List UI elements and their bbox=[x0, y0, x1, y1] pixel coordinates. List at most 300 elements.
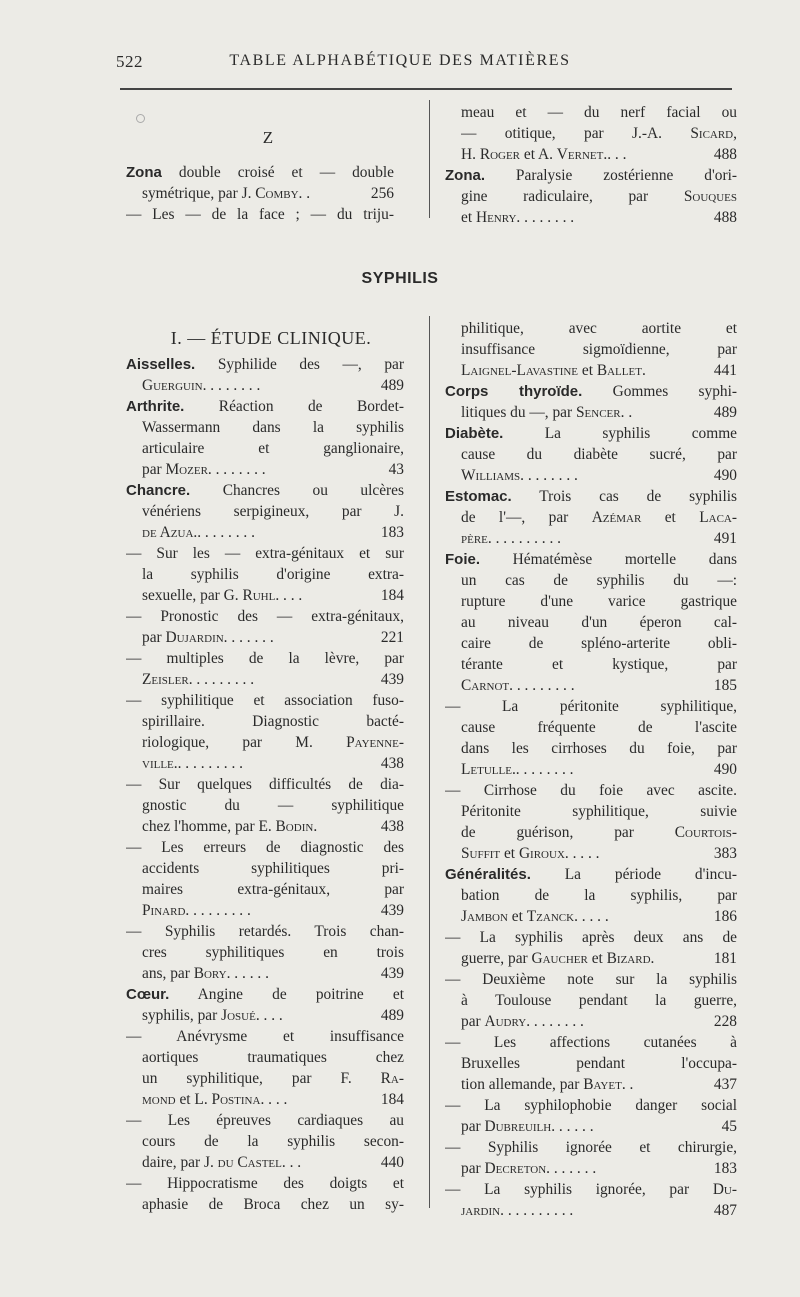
entry-keyword: Zona bbox=[126, 164, 162, 181]
index-line bbox=[126, 417, 404, 438]
index-line bbox=[445, 990, 737, 1011]
entry-fragment: par bbox=[142, 461, 166, 478]
index-line bbox=[445, 486, 737, 507]
index-line bbox=[126, 543, 404, 564]
entry-text bbox=[445, 549, 737, 570]
index-line bbox=[126, 732, 404, 753]
page-reference: 489 bbox=[380, 377, 404, 394]
entry-fragment: et L. bbox=[175, 1091, 212, 1108]
index-line bbox=[126, 375, 404, 396]
author-name: Dubreuilh bbox=[484, 1118, 552, 1135]
author-name: Tzanck bbox=[526, 908, 575, 925]
entry-fragment: Wassermann dans la syphilis bbox=[142, 419, 404, 436]
index-line bbox=[445, 906, 737, 927]
entry-fragment: par bbox=[461, 1118, 485, 1135]
entry-text bbox=[126, 1173, 404, 1194]
author-name: Souques bbox=[683, 188, 737, 205]
index-line bbox=[126, 183, 394, 204]
entry-fragment: philitique, avec aortite et bbox=[461, 320, 737, 337]
entry-fragment: . bbox=[641, 362, 646, 379]
index-line bbox=[445, 1053, 737, 1074]
index-line bbox=[126, 1047, 404, 1068]
index-line bbox=[126, 1068, 404, 1089]
entry-fragment: tion allemande, par bbox=[461, 1076, 584, 1093]
entry-text bbox=[461, 186, 737, 207]
entry-text bbox=[142, 1068, 404, 1089]
index-line bbox=[445, 465, 737, 486]
author-name: Gaucher bbox=[531, 950, 588, 967]
entry-text bbox=[445, 1095, 737, 1116]
entry-fragment: caire de spléno-arterite obli- bbox=[461, 635, 737, 652]
page-reference: 490 bbox=[713, 467, 737, 484]
entry-fragment: — Pronostic des — extra-génitaux, bbox=[126, 608, 404, 625]
index-line bbox=[126, 753, 404, 774]
author-name: Sicard bbox=[690, 125, 734, 142]
entry-fragment: . . . . . bbox=[564, 845, 600, 862]
entry-keyword: Chancre. bbox=[126, 482, 191, 499]
column-divider-top bbox=[429, 100, 430, 218]
author-name: père bbox=[461, 530, 488, 547]
entry-fragment: .. . . . . . . . bbox=[193, 524, 255, 541]
author-name: Letulle bbox=[461, 761, 512, 778]
index-line bbox=[445, 144, 737, 165]
entry-fragment: et bbox=[507, 908, 527, 925]
entry-fragment: . . . . . . . . bbox=[202, 377, 261, 394]
index-line bbox=[126, 522, 404, 543]
entry-text bbox=[445, 969, 737, 990]
entry-fragment: par bbox=[461, 1013, 485, 1030]
author-name: Zeisler bbox=[142, 671, 189, 688]
entry-text bbox=[142, 669, 362, 690]
entry-text bbox=[142, 183, 352, 204]
index-line bbox=[126, 816, 404, 837]
entry-text bbox=[461, 123, 737, 144]
entry-text bbox=[461, 102, 737, 123]
entry-fragment: Trois cas de syphilis bbox=[511, 488, 737, 505]
entry-text bbox=[461, 465, 695, 486]
entry-fragment: — La syphilis ignorée, par bbox=[445, 1181, 713, 1198]
index-line bbox=[126, 438, 404, 459]
index-line bbox=[445, 381, 737, 402]
entry-text bbox=[445, 1179, 737, 1200]
entry-fragment: rupture d'une varice gastrique bbox=[461, 593, 737, 610]
entry-fragment: .. . . . . . . . bbox=[511, 761, 574, 778]
entry-fragment: . . . . . . . bbox=[223, 629, 274, 646]
index-line bbox=[126, 858, 404, 879]
entry-text bbox=[142, 711, 404, 732]
index-line bbox=[445, 738, 737, 759]
entry-fragment: symétrique, par J. bbox=[142, 185, 256, 202]
entry-text bbox=[461, 528, 695, 549]
entry-text bbox=[461, 612, 737, 633]
index-line bbox=[126, 648, 404, 669]
page-reference: 487 bbox=[713, 1202, 737, 1219]
page-reference: 439 bbox=[380, 902, 404, 919]
author-name: de Azua bbox=[142, 524, 194, 541]
page-reference: 221 bbox=[380, 629, 404, 646]
index-line bbox=[126, 921, 404, 942]
entry-fragment: . . . . . . bbox=[551, 1118, 594, 1135]
entry-fragment: insuffisance sigmoïdienne, par bbox=[461, 341, 737, 358]
page-reference: 43 bbox=[388, 461, 404, 478]
index-line bbox=[445, 591, 737, 612]
entry-fragment: . . bbox=[621, 1076, 634, 1093]
entry-text bbox=[126, 648, 404, 669]
entry-text bbox=[142, 858, 404, 879]
entry-text bbox=[142, 501, 404, 522]
entry-fragment: .. . . . . . . . . bbox=[173, 755, 244, 772]
page-reference: 437 bbox=[713, 1076, 737, 1093]
author-name: Du- bbox=[712, 1181, 737, 1198]
page-reference: 488 bbox=[713, 146, 737, 163]
entry-fragment: et bbox=[461, 209, 476, 226]
entry-fragment: cours de la syphilis secon- bbox=[142, 1133, 404, 1150]
index-line bbox=[445, 801, 737, 822]
section-title: SYPHILIS bbox=[361, 270, 439, 287]
page-reference: 438 bbox=[380, 818, 404, 835]
index-line bbox=[126, 606, 404, 627]
index-line bbox=[126, 1089, 404, 1110]
index-line bbox=[126, 1194, 404, 1215]
entry-text bbox=[126, 480, 404, 501]
page-reference: 184 bbox=[380, 1091, 404, 1108]
entry-fragment: — Les épreuves cardiaques au bbox=[126, 1112, 404, 1129]
entry-text bbox=[461, 654, 737, 675]
entry-fragment: sexuelle, par G. bbox=[142, 587, 243, 604]
entry-fragment: gine radiculaire, par bbox=[461, 188, 684, 205]
entry-text bbox=[126, 543, 404, 564]
index-line bbox=[445, 1011, 737, 1032]
entry-fragment: Chancres ou ulcères bbox=[190, 482, 404, 499]
author-name: du Castel bbox=[217, 1154, 282, 1171]
author-name: Mozer bbox=[165, 461, 208, 478]
entry-fragment: — Les affections cutanées à bbox=[445, 1034, 737, 1051]
entry-fragment: un cas de syphilis du —: bbox=[461, 572, 737, 589]
entry-fragment: . . bbox=[620, 404, 633, 421]
index-line bbox=[445, 612, 737, 633]
entry-fragment: meau et — du nerf facial ou bbox=[461, 104, 737, 121]
entry-fragment: Péritonite syphilitique, suivie bbox=[461, 803, 737, 820]
author-name: Ballet bbox=[596, 362, 642, 379]
page-reference: 490 bbox=[713, 761, 737, 778]
entry-text bbox=[461, 207, 695, 228]
entry-fragment: — Cirrhose du foie avec ascite. bbox=[445, 782, 737, 799]
entry-text bbox=[445, 381, 737, 402]
entry-fragment: ans, par bbox=[142, 965, 194, 982]
subsection-title: I. — ÉTUDE CLINIQUE. bbox=[170, 328, 372, 348]
entry-text bbox=[126, 396, 404, 417]
author-name: Postina bbox=[211, 1091, 261, 1108]
entry-text bbox=[142, 900, 362, 921]
index-line bbox=[126, 1152, 404, 1173]
index-line bbox=[126, 162, 394, 183]
entry-text bbox=[142, 732, 404, 753]
author-name: Bodin bbox=[275, 818, 314, 835]
index-line bbox=[126, 396, 404, 417]
index-line bbox=[445, 843, 737, 864]
entry-fragment: dans les cirrhoses du foie, par bbox=[461, 740, 737, 757]
author-name: Josué bbox=[221, 1007, 256, 1024]
author-name: Pinard bbox=[142, 902, 186, 919]
page-number: 522 bbox=[116, 52, 143, 71]
index-line bbox=[126, 1173, 404, 1194]
index-line bbox=[445, 654, 737, 675]
author-name: Sencer bbox=[576, 404, 621, 421]
entry-fragment: de guérison, par bbox=[461, 824, 675, 841]
entry-fragment: . . . . . . . . . bbox=[509, 677, 575, 694]
entry-fragment: et A. bbox=[520, 146, 557, 163]
entry-fragment: térante et kystique, par bbox=[461, 656, 737, 673]
entry-fragment: de l'—, par bbox=[461, 509, 592, 526]
entry-fragment: .. . . bbox=[603, 146, 627, 163]
entry-text bbox=[142, 438, 404, 459]
entry-fragment: maires extra-génitaux, par bbox=[142, 881, 404, 898]
index-line bbox=[126, 1131, 404, 1152]
entry-fragment: . . . . . . bbox=[226, 965, 269, 982]
entry-fragment: — otitique, par J.-A. bbox=[461, 125, 691, 142]
entry-text bbox=[445, 1137, 737, 1158]
entry-text bbox=[461, 507, 737, 528]
page-reference: 183 bbox=[380, 524, 404, 541]
entry-keyword: Arthrite. bbox=[126, 398, 185, 415]
entry-fragment: et bbox=[641, 509, 700, 526]
entry-text bbox=[126, 690, 404, 711]
index-line bbox=[445, 423, 737, 444]
entry-text bbox=[445, 1032, 737, 1053]
entry-fragment: spirillaire. Diagnostic bacté- bbox=[142, 713, 404, 730]
entry-fragment: — Hippocratisme des doigts et bbox=[126, 1175, 404, 1192]
entry-text bbox=[142, 795, 404, 816]
author-name: Jambon bbox=[461, 908, 508, 925]
index-line bbox=[445, 1116, 737, 1137]
index-line bbox=[445, 360, 737, 381]
entry-text bbox=[461, 1011, 695, 1032]
entry-fragment: — Anévrysme et insuffisance bbox=[126, 1028, 404, 1045]
entry-text bbox=[461, 1074, 695, 1095]
page-reference: 440 bbox=[380, 1154, 404, 1171]
entry-fragment: Paralysie zostérienne d'ori- bbox=[485, 167, 737, 184]
entry-fragment: vénériens serpigineux, par J. bbox=[142, 503, 404, 520]
entry-text bbox=[142, 1194, 404, 1215]
entry-fragment: à Toulouse pendant la guerre, bbox=[461, 992, 737, 1009]
entry-fragment: par bbox=[142, 629, 166, 646]
entry-text bbox=[461, 570, 737, 591]
entry-text bbox=[461, 591, 737, 612]
entry-text bbox=[461, 885, 737, 906]
index-line bbox=[445, 207, 737, 228]
index-line bbox=[126, 774, 404, 795]
entry-fragment: . . . . . . . . bbox=[526, 1013, 584, 1030]
author-name: Dujardin bbox=[165, 629, 224, 646]
entry-fragment: . . . . . bbox=[574, 908, 609, 925]
entry-text bbox=[461, 822, 737, 843]
index-line bbox=[445, 717, 737, 738]
author-name: Henry bbox=[475, 209, 517, 226]
index-line bbox=[445, 1032, 737, 1053]
page-reference: 256 bbox=[370, 185, 394, 202]
index-line bbox=[126, 1110, 404, 1131]
entry-fragment: . . . . . . . . bbox=[516, 209, 575, 226]
entry-text bbox=[461, 360, 695, 381]
entry-text bbox=[142, 459, 362, 480]
index-line bbox=[445, 186, 737, 207]
entry-text bbox=[126, 162, 394, 183]
entry-fragment: articulaire et ganglionaire, bbox=[142, 440, 404, 457]
entry-fragment: , bbox=[733, 125, 737, 142]
author-name: Williams bbox=[461, 467, 521, 484]
index-line bbox=[445, 339, 737, 360]
entry-fragment: et bbox=[587, 950, 607, 967]
entry-text bbox=[461, 1158, 695, 1179]
entry-fragment: H. bbox=[461, 146, 480, 163]
entry-fragment: — Deuxième note sur la syphilis bbox=[445, 971, 737, 988]
entry-fragment: — Sur les — extra-génitaux et sur bbox=[126, 545, 404, 562]
entry-text bbox=[142, 1047, 404, 1068]
entry-fragment: Gommes syphi- bbox=[582, 383, 737, 400]
entry-fragment: cause du diabète sucré, par bbox=[461, 446, 737, 463]
index-line bbox=[126, 459, 404, 480]
entry-fragment: — La syphilophobie danger social bbox=[445, 1097, 737, 1114]
author-name: Giroux bbox=[518, 845, 565, 862]
entry-text bbox=[126, 1110, 404, 1131]
index-line bbox=[126, 669, 404, 690]
index-line bbox=[126, 204, 394, 225]
page-reference: 183 bbox=[713, 1160, 737, 1177]
entry-keyword: Diabète. bbox=[445, 425, 504, 442]
author-name: Payenne- bbox=[346, 734, 404, 751]
entry-fragment: . . . . bbox=[260, 1091, 288, 1108]
entry-fragment: Bruxelles pendant l'occupa- bbox=[461, 1055, 737, 1072]
author-name: ville bbox=[142, 755, 174, 772]
page-reference: 438 bbox=[380, 755, 404, 772]
index-line bbox=[445, 675, 737, 696]
index-line bbox=[445, 780, 737, 801]
index-line bbox=[445, 528, 737, 549]
index-line bbox=[126, 963, 404, 984]
entry-keyword: Zona. bbox=[445, 167, 485, 184]
index-line bbox=[126, 795, 404, 816]
entry-text bbox=[461, 339, 737, 360]
entry-fragment: chez l'homme, par E. bbox=[142, 818, 276, 835]
index-line bbox=[126, 690, 404, 711]
entry-text bbox=[126, 921, 404, 942]
page-reference: 491 bbox=[713, 530, 737, 547]
index-line bbox=[445, 318, 737, 339]
column-divider-main bbox=[429, 316, 430, 1208]
entry-fragment: Syphilide des —, par bbox=[195, 356, 404, 373]
entry-text bbox=[142, 879, 404, 900]
entry-text bbox=[142, 753, 362, 774]
entry-text bbox=[142, 522, 362, 543]
entry-fragment: . bbox=[313, 818, 318, 835]
entry-fragment: — multiples de la lèvre, par bbox=[126, 650, 404, 667]
entry-fragment: . . . . . . . . . bbox=[188, 671, 255, 688]
index-line bbox=[445, 633, 737, 654]
entry-fragment: riologique, par M. bbox=[142, 734, 347, 751]
author-name: Audry bbox=[484, 1013, 527, 1030]
entry-text bbox=[142, 816, 362, 837]
index-line bbox=[445, 864, 737, 885]
entry-text bbox=[126, 204, 394, 225]
entry-text bbox=[461, 906, 695, 927]
index-line bbox=[126, 564, 404, 585]
author-name: Bizard bbox=[606, 950, 651, 967]
index-line bbox=[126, 501, 404, 522]
index-line bbox=[445, 1137, 737, 1158]
entry-keyword: Foie. bbox=[445, 551, 481, 568]
entry-fragment: — La syphilis après deux ans de bbox=[445, 929, 737, 946]
entry-text bbox=[461, 801, 737, 822]
entry-fragment: Angine de poitrine et bbox=[169, 986, 404, 1003]
entry-text bbox=[142, 375, 362, 396]
entry-keyword: Généralités. bbox=[445, 866, 531, 883]
author-name: Courtois- bbox=[674, 824, 737, 841]
index-line bbox=[445, 402, 737, 423]
entry-fragment: . . bbox=[298, 185, 311, 202]
index-line bbox=[445, 444, 737, 465]
entry-fragment: double croisé et — double bbox=[161, 164, 394, 181]
index-line bbox=[445, 885, 737, 906]
entry-text bbox=[142, 585, 362, 606]
page-reference: 489 bbox=[713, 404, 737, 421]
index-line bbox=[126, 984, 404, 1005]
entry-text bbox=[445, 927, 737, 948]
page-reference: 181 bbox=[713, 950, 737, 967]
entry-text bbox=[126, 984, 404, 1005]
entry-text bbox=[126, 354, 404, 375]
index-line bbox=[126, 1005, 404, 1026]
letter-heading-z: Z bbox=[262, 128, 274, 147]
author-name: Bory bbox=[193, 965, 227, 982]
paper-blemish bbox=[136, 114, 145, 123]
entry-text bbox=[461, 738, 737, 759]
entry-text bbox=[445, 486, 737, 507]
entry-fragment: . . . . . . . . bbox=[520, 467, 578, 484]
entry-text bbox=[445, 165, 737, 186]
page-reference: 489 bbox=[380, 1007, 404, 1024]
author-name: Vernet bbox=[556, 146, 604, 163]
entry-fragment: . . . bbox=[281, 1154, 302, 1171]
index-line bbox=[445, 822, 737, 843]
entry-fragment: cres syphilitiques en trois bbox=[142, 944, 404, 961]
index-line bbox=[126, 1026, 404, 1047]
entry-fragment: un syphilitique, par F. bbox=[142, 1070, 381, 1087]
entry-text bbox=[461, 318, 737, 339]
entry-text bbox=[142, 963, 362, 984]
author-name: Azémar bbox=[591, 509, 642, 526]
author-name: Roger bbox=[479, 146, 521, 163]
entry-text bbox=[126, 1026, 404, 1047]
index-line bbox=[445, 1179, 737, 1200]
index-line bbox=[445, 969, 737, 990]
entry-text bbox=[461, 1116, 695, 1137]
entry-fragment: . bbox=[650, 950, 655, 967]
author-name: Suffit bbox=[461, 845, 501, 862]
entry-text bbox=[461, 675, 695, 696]
entry-text bbox=[461, 1053, 737, 1074]
index-line bbox=[445, 948, 737, 969]
page-reference: 184 bbox=[380, 587, 404, 604]
author-name: Comby bbox=[255, 185, 299, 202]
entry-text bbox=[142, 564, 404, 585]
entry-keyword: Cœur. bbox=[126, 986, 170, 1003]
index-line bbox=[126, 711, 404, 732]
author-name: mond bbox=[142, 1091, 176, 1108]
entry-text bbox=[461, 843, 695, 864]
entry-fragment: bation de la syphilis, par bbox=[461, 887, 737, 904]
entry-text bbox=[461, 717, 737, 738]
page-reference: 439 bbox=[380, 965, 404, 982]
